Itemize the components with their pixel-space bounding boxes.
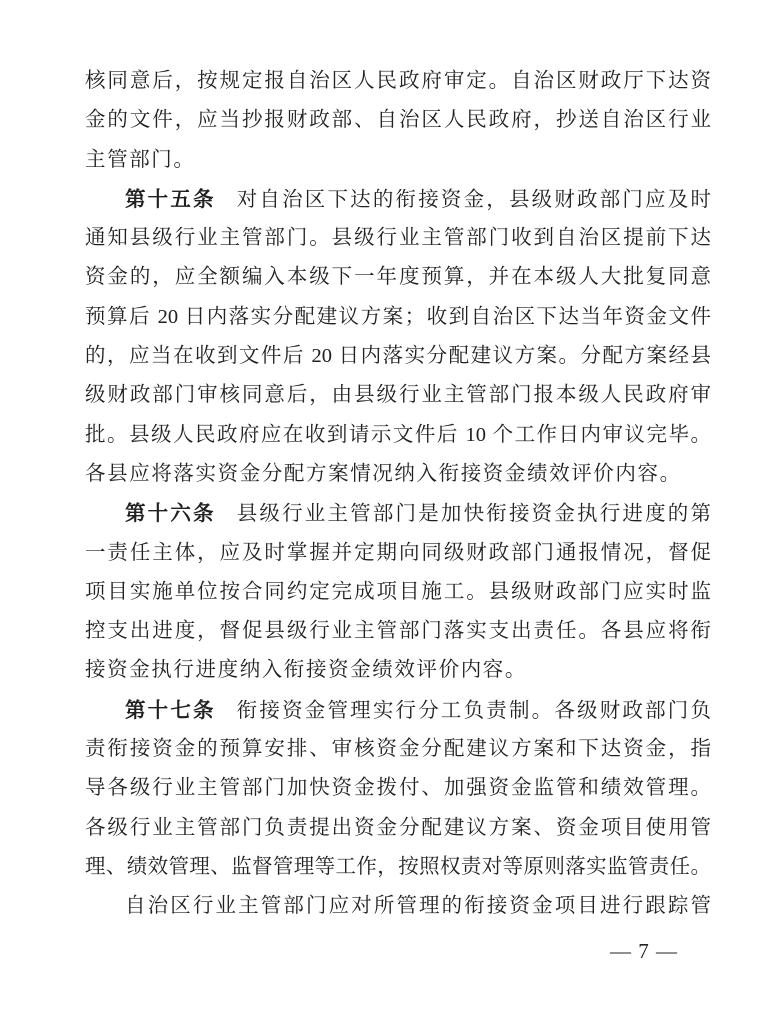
text-line [85,416,711,455]
line-text: 导各级行业主管部门加快资金拨付、加强资金监管和绩效管理。 [85,777,711,800]
text-line [85,651,711,690]
page-number: — 7 — [610,939,678,963]
line-text: 的，应当在收到文件后 20 日内落实分配建议方案。分配方案经县 [85,345,711,368]
line-text: 对自治区下达的衔接资金，县级财政部门应及时 [236,188,711,211]
line-text: 责衔接资金的预算安排、审核资金分配建议方案和下达资金，指 [85,738,711,761]
text-line [85,848,711,887]
line-text: 各县应将落实资金分配方案情况纳入衔接资金绩效评价内容。 [85,462,682,485]
line-text: 资金的，应全额编入本级下一年度预算，并在本级人大批复同意 [85,266,711,289]
text-line [85,219,711,258]
line-text: 通知县级行业主管部门。县级行业主管部门收到自治区提前下达 [85,227,711,250]
text-line [85,887,711,926]
text-line [85,298,711,337]
line-text: 接资金执行进度纳入衔接资金绩效评价内容。 [85,659,527,682]
article-heading-line [85,494,711,533]
line-text: 主管部门。 [85,148,196,171]
article-heading-line [85,691,711,730]
line-text: 批。县级人民政府应在收到请示文件后 10 个工作日内审议完毕。 [85,423,711,446]
line-text: 衔接资金管理实行分工负责制。各级财政部门负 [236,699,711,722]
line-text: 核同意后，按规定报自治区人民政府审定。自治区财政厅下达资 [85,70,711,92]
article-number: 第十七条 [125,698,216,722]
line-text: 预算后 20 日内落实分配建议方案；收到自治区下达当年资金文件 [85,305,711,328]
article-heading-line [85,180,711,219]
text-line [85,455,711,494]
text-line [85,769,711,808]
text-line [85,258,711,297]
line-text: 自治区行业主管部门应对所管理的衔接资金项目进行跟踪管 [125,895,711,918]
line-text: 控支出进度，督促县级行业主管部门落实支出责任。各县应将衔 [85,620,711,643]
text-line [85,141,711,180]
line-text: 一责任主体，应及时掌握并定期向同级财政部门通报情况，督促 [85,541,711,564]
document-body [85,62,711,927]
line-text: 级财政部门审核同意后，由县级行业主管部门报本级人民政府审 [85,384,711,407]
text-line [85,101,711,140]
text-line [85,809,711,848]
text-line [85,612,711,651]
line-text: 县级行业主管部门是加快衔接资金执行进度的第 [236,503,711,526]
line-text: 理、绩效管理、监督管理等工作，按照权责对等原则落实监管责任。 [85,855,711,878]
article-number: 第十六条 [125,502,216,526]
text-line [85,573,711,612]
text-line [85,376,711,415]
text-line [85,534,711,573]
text-line [85,730,711,769]
line-text: 项目实施单位按合同约定完成项目施工。县级财政部门应实时监 [85,580,711,603]
line-text: 金的文件，应当抄报财政部、自治区人民政府，抄送自治区行业 [85,109,711,132]
line-text: 各级行业主管部门负责提出资金分配建议方案、资金项目使用管 [85,816,711,839]
article-number: 第十五条 [125,187,216,211]
text-line [85,62,711,101]
text-line [85,337,711,376]
